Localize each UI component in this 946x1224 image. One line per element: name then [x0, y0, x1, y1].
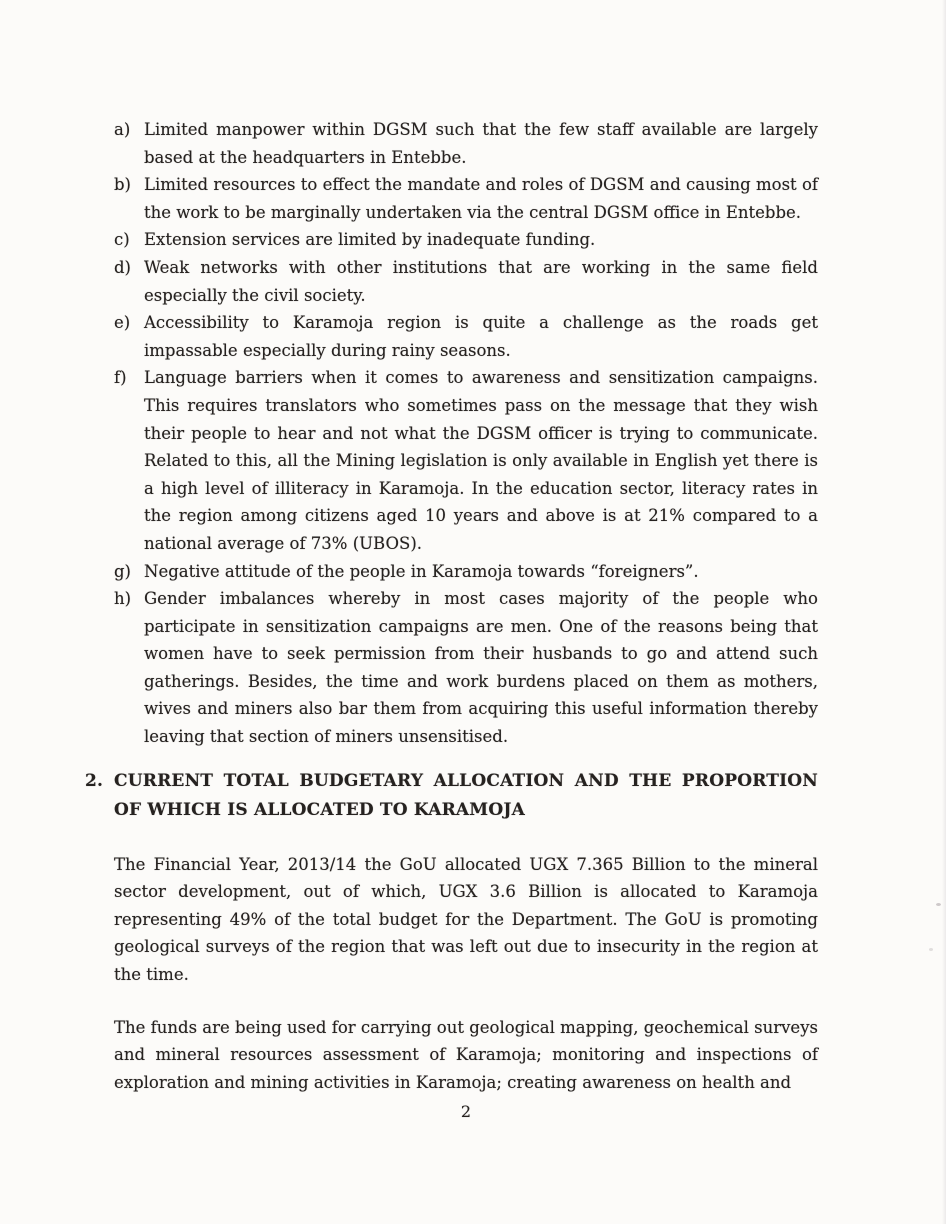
funds-usage-paragraph: The funds are being used for carrying out geological mapping, geochemical surveys and mineral resources assessment of Karamoja; monitoring and inspections of exploration and mining activities in Karamoja; creating awareness on health and	[114, 1017, 818, 1092]
constraints-letter-list	[114, 116, 818, 751]
list-item-label: b)	[114, 175, 131, 195]
section-number: 2.	[85, 770, 104, 791]
scan-artifact-speck	[936, 903, 941, 906]
section-heading	[85, 767, 818, 826]
list-item-label: a)	[114, 120, 131, 139]
list-item-text: Extension services are limited by inadequate funding.	[144, 230, 596, 250]
list-item	[114, 558, 818, 586]
list-item-text: Limited manpower within DGSM such that the few staff available are largely based at the headquarters in Entebbe.	[144, 120, 818, 167]
budget-paragraph: The Financial Year, 2013/14 the GoU allocated UGX 7.365 Billion to the mineral sector development, out of which, UGX 3.6 Billion is allocated to Karamoja representing 49% of the total budget for the Department. The GoU is promoting geological surveys of the region that was left out due to insecurity in the region at the time.	[114, 854, 818, 985]
list-item-label: g)	[114, 561, 131, 581]
scan-artifact-speck	[929, 948, 933, 951]
list-item	[114, 585, 818, 751]
list-item-label: d)	[114, 257, 131, 277]
list-item	[114, 226, 818, 254]
list-item-label: c)	[114, 230, 130, 250]
section-title: CURRENT TOTAL BUDGETARY ALLOCATION AND THE PROPORTION OF WHICH IS ALLOCATED TO KARAMOJA	[114, 770, 818, 821]
list-item	[114, 364, 818, 557]
list-item	[114, 171, 818, 226]
list-item	[114, 254, 818, 309]
list-item-text: Negative attitude of the people in Karamoja towards “foreigners”.	[144, 561, 699, 581]
scan-edge-shadow	[942, 0, 946, 1224]
page-content	[85, 116, 818, 1125]
list-item	[114, 116, 818, 171]
list-item-text: Limited resources to effect the mandate and roles of DGSM and causing most of the work to be marginally undertaken via the central DGSM office in Entebbe.	[144, 175, 818, 222]
list-item-label: h)	[114, 589, 132, 609]
list-item-text: Weak networks with other institutions that are working in the same field especially the civil society.	[144, 257, 818, 305]
list-item	[114, 309, 818, 364]
list-item-label: e)	[114, 313, 131, 333]
list-item-text: Language barriers when it comes to awareness and sensitization campaigns. This requires translators who sometimes pass on the message that they wish their people to hear and not what the DGSM officer is trying to communicate. Related to this, all the Mining legislation is only available in English yet there is a high level of illiteracy in Karamoja. In the education sector, literacy rates in the region among citizens aged 10 years and above is at 21% compared to a national average of 73% (UBOS).	[144, 368, 818, 553]
list-item-label: f)	[114, 368, 127, 388]
page-number: 2	[460, 1102, 472, 1122]
list-item-text: Gender imbalances whereby in most cases majority of the people who participate in sensitization campaigns are men. One of the reasons being that women have to seek permission from their husbands to go and attend such gatherings. Besides, the time and work burdens placed on them as mothers, wives and miners also bar them from acquiring this useful information thereby leaving that section of miners unsensitised.	[144, 589, 818, 747]
list-item-text: Accessibility to Karamoja region is quite a challenge as the roads get impassable especially during rainy seasons.	[144, 313, 818, 360]
